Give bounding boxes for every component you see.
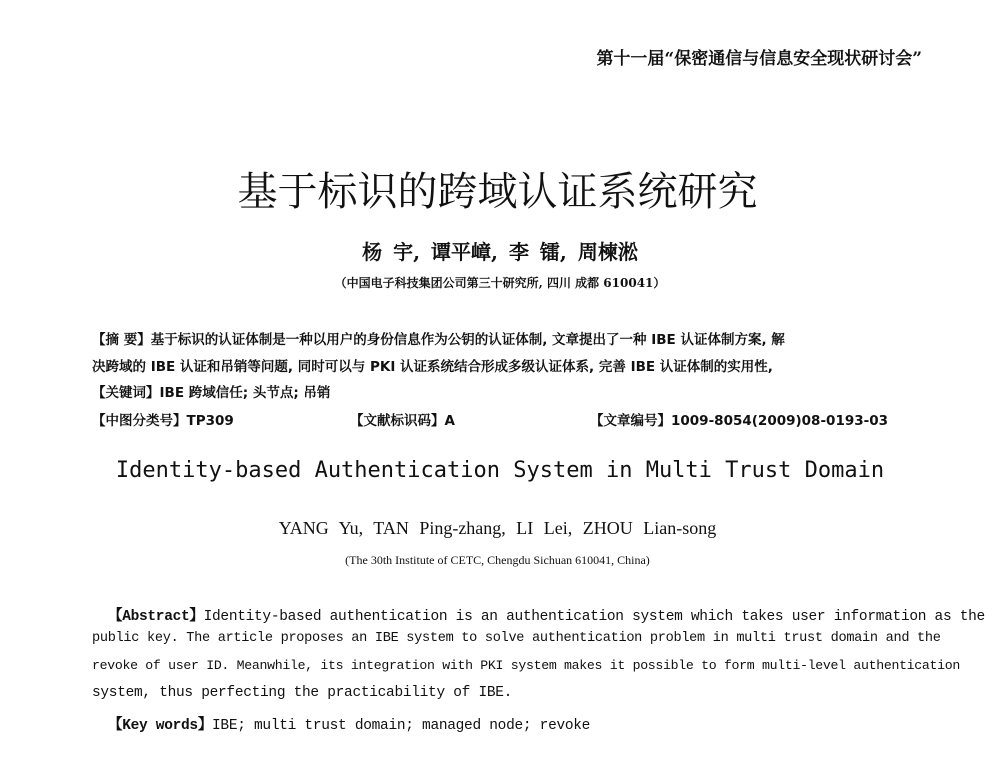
keywords-cn	[92, 381, 330, 401]
keywords-cn-text: IBE 跨域信任; 头节点; 吊销	[159, 385, 331, 401]
keywords-cn-label: 【关键词】	[92, 385, 160, 401]
abstract-en-line2: public key. The article proposes an IBE system to solve authentication problem in multi trust domain and the	[92, 631, 941, 646]
abstract-en-line4: system, thus perfecting the practicability of IBE.	[92, 685, 513, 701]
abstract-en-label: 【Abstract】	[108, 609, 204, 625]
title-english: Identity-based Authentication System in Multi Trust Domain	[115, 458, 885, 483]
abstract-cn-line1	[92, 328, 785, 348]
abstract-cn-label: 【摘 要】	[92, 332, 151, 348]
abstract-en-line1	[108, 604, 985, 625]
affiliation-chinese: （中国电子科技集团公司第三十研究所, 四川 成都 610041）	[334, 276, 666, 290]
abstract-cn-text: 基于标识的认证体制是一种以用户的身份信息作为公钥的认证体制, 文章提出了一种 IBE 认证体制方案, 解	[150, 332, 785, 348]
abstract-en-line3: revoke of user ID. Meanwhile, its integration with PKI system makes it possible to form multi-level authentication	[92, 658, 960, 673]
title-chinese: 基于标识的跨域认证系统研究	[237, 169, 758, 215]
abstract-cn-line2: 决跨域的 IBE 认证和吊销等问题, 同时可以与 PKI 认证系统结合形成多级认证体系, 完善 IBE 认证体制的实用性,	[92, 359, 773, 375]
keywords-en-text: IBE; multi trust domain; managed node; revoke	[212, 718, 591, 734]
article-number-value: 1009-8054(2009)08-0193-03	[671, 413, 889, 429]
doc-code-label: 【文献标识码】	[350, 413, 445, 429]
keywords-en-label: 【Key words】	[108, 718, 213, 734]
article-number-label: 【文章编号】	[590, 413, 671, 429]
authors-english: YANG Yu, TAN Ping-zhang, LI Lei, ZHOU Lian-song	[278, 518, 717, 538]
doc-code	[350, 409, 455, 429]
doc-code-value: A	[444, 413, 455, 429]
classification	[92, 409, 234, 429]
affiliation-english: (The 30th Institute of CETC, Chengdu Sichuan 610041, China)	[345, 553, 650, 567]
abstract-en-text: Identity-based authentication is an authentication system which takes user information as the	[203, 609, 985, 625]
article-number	[590, 409, 888, 429]
classification-label: 【中图分类号】	[92, 413, 187, 429]
authors-chinese: 杨 宇, 谭平嶂, 李 镭, 周楝淞	[362, 240, 638, 264]
keywords-en	[108, 713, 590, 734]
classification-value: TP309	[186, 413, 234, 429]
conference-header: 第十一届“保密通信与信息安全现状研讨会”	[596, 49, 922, 69]
